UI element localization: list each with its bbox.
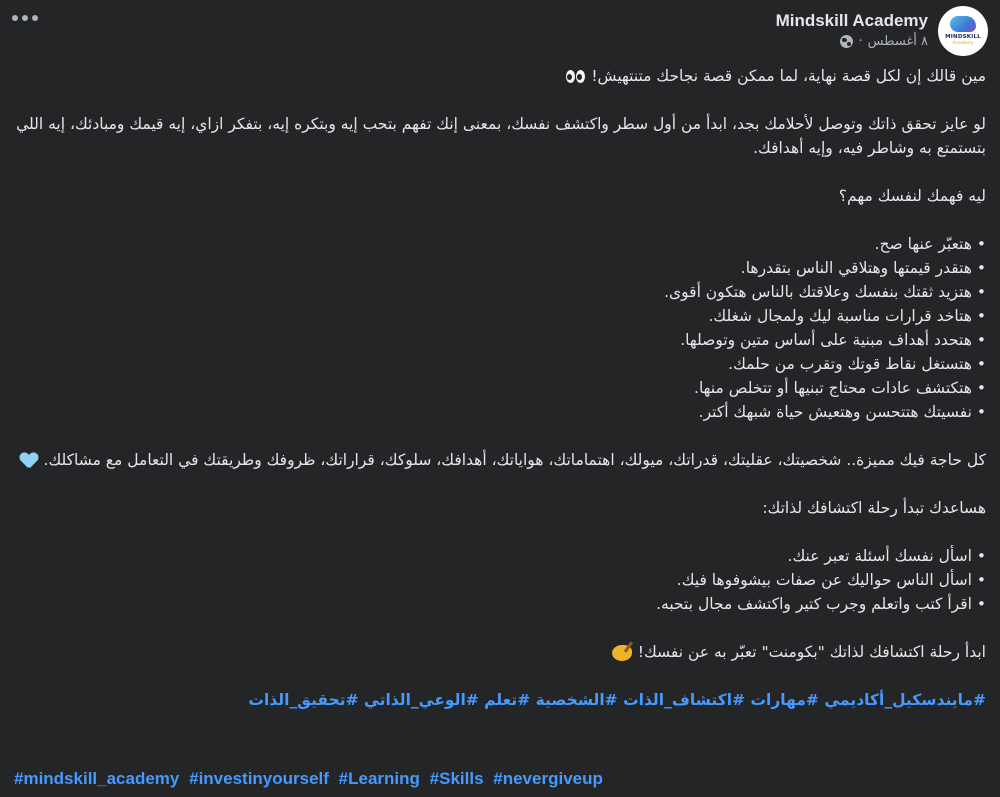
page-name-link[interactable]: Mindskill Academy	[775, 11, 928, 30]
hashtag-link[interactable]: #investinyourself	[189, 769, 329, 788]
english-hashtags	[14, 769, 608, 789]
more-options-button[interactable]	[12, 8, 42, 28]
list-item: • هتاخد قرارات مناسبة ليك ولمجال شغلك.	[12, 304, 986, 328]
post-header	[776, 6, 988, 56]
list-item: • هتحدد أهداف مبنية على أساس متين وتوصلها.	[12, 328, 986, 352]
list-item: • نفسيتك هتتحسن وهتعيش حياة شبهك أكتر.	[12, 400, 986, 424]
list-item: • هتقدر قيمتها وهتلاقي الناس بتقدرها.	[12, 256, 986, 280]
more-dot-icon	[12, 15, 18, 21]
cta-text: ابدأ رحلة اكتشافك لذاتك "بكومنت" تعبّر به عن نفسك!	[637, 643, 986, 661]
list-item: • هتستغل نقاط قوتك وتقرب من حلمك.	[12, 352, 986, 376]
list-item: • هتزيد ثقتك بنفسك وعلاقتك بالناس هتكون أقوى.	[12, 280, 986, 304]
hashtag-link[interactable]: #اكتشاف_الذات	[623, 691, 746, 709]
tips-list	[12, 544, 986, 616]
intro-line	[12, 64, 986, 88]
hashtag-link[interactable]: #Skills	[429, 769, 484, 788]
hashtag-link[interactable]: #مايندسكيل_أكاديمي	[824, 691, 986, 709]
writing-hand-icon	[612, 645, 632, 661]
arabic-hashtags	[12, 688, 986, 712]
paragraph-1: لو عايز تحقق ذاتك وتوصل لأحلامك بجد، ابدأ من أول سطر واكتشف نفسك، بمعنى إنك تفهم بتحب إيه وبتكره إيه، بتفكر ازاي، إيه قيمك ومبادئك، إيه اللي بتستمتع به وشاطر فيه، وإيه أهدافك.	[16, 115, 986, 157]
post-date[interactable]: ٨ أغسطس	[867, 34, 928, 49]
list-item: • هتعبّر عنها صح.	[12, 232, 986, 256]
benefits-list	[12, 232, 986, 424]
more-dot-icon	[32, 15, 38, 21]
list-item: • اسأل الناس حواليك عن صفات بيشوفوها فيك.	[12, 568, 986, 592]
hashtag-link[interactable]: #تعلم	[484, 691, 531, 709]
paragraph-2	[12, 448, 986, 472]
page-avatar[interactable]	[938, 6, 988, 56]
light-blue-heart-icon	[20, 453, 38, 469]
brain-logo-icon	[950, 16, 976, 32]
call-to-action	[12, 640, 986, 664]
list-item: • اقرأ كتب واتعلم وجرب كتير واكتشف مجال بتحبه.	[12, 592, 986, 616]
post-meta	[840, 34, 928, 49]
intro-text: مين قالك إن لكل قصة نهاية، لما ممكن قصة نجاحك متنتهيش!	[591, 67, 986, 85]
tips-heading: هساعدك تبدأ رحلة اكتشافك لذاتك:	[762, 499, 986, 517]
hashtag-link[interactable]: #Learning	[338, 769, 420, 788]
eyes-icon	[566, 70, 585, 83]
hashtag-link[interactable]: #تحقيق_الذات	[248, 691, 359, 709]
meta-separator: ·	[858, 34, 863, 49]
hashtag-link[interactable]: #مهارات	[750, 691, 819, 709]
hashtag-link[interactable]: #الوعي_الذاتي	[363, 691, 479, 709]
more-dot-icon	[22, 15, 28, 21]
hashtag-link[interactable]: #الشخصية	[535, 691, 618, 709]
list-item: • اسأل نفسك أسئلة تعبر عنك.	[12, 544, 986, 568]
logo-sub-text: Academy	[952, 40, 974, 46]
hashtag-link[interactable]: #nevergiveup	[493, 769, 603, 788]
hashtag-link[interactable]: #mindskill_academy	[14, 769, 180, 788]
list-item: • هتكتشف عادات محتاج تبنيها أو تتخلص منها.	[12, 376, 986, 400]
globe-icon[interactable]	[840, 35, 853, 48]
author-block	[776, 6, 928, 49]
question-heading: ليه فهمك لنفسك مهم؟	[838, 187, 986, 205]
paragraph-2-text: كل حاجة فيك مميزة.. شخصيتك، عقليتك، قدراتك، ميولك، اهتماماتك، هواياتك، أهدافك، سلوكك، قراراتك، ظروفك وطريقتك في التعامل مع مشاكلك.	[43, 451, 986, 469]
post-body	[12, 64, 986, 712]
logo-main-text: MINDSKILL	[945, 34, 981, 41]
